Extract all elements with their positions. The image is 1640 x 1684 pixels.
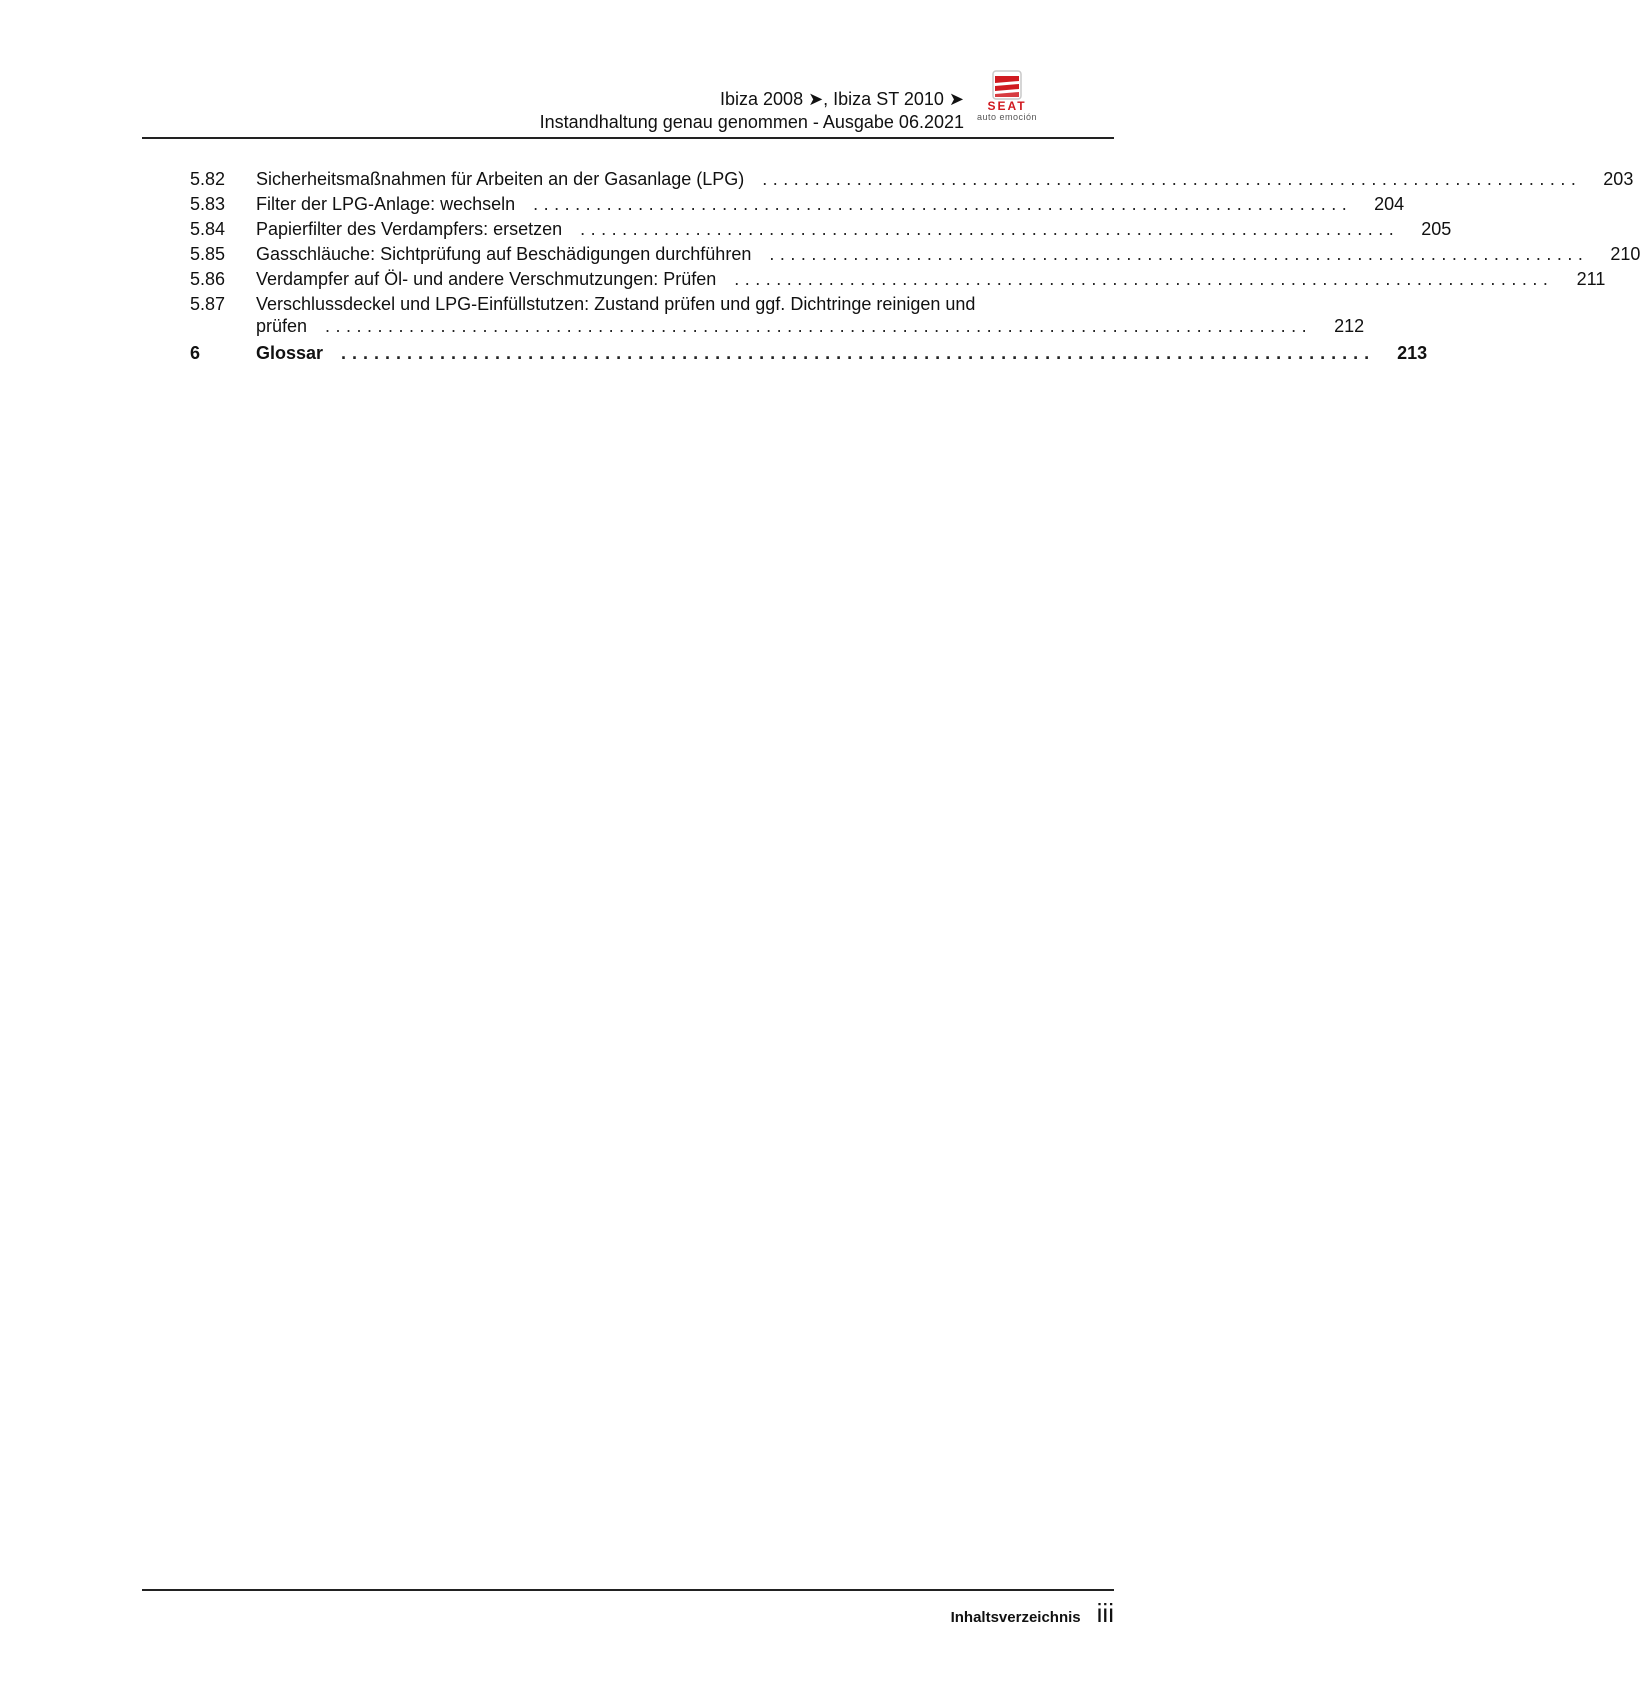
- header-edition-line: Instandhaltung genau genommen - Ausgabe 06.2021: [539, 112, 964, 132]
- toc-chapter-entry[interactable]: [190, 341, 1428, 366]
- toc-entry[interactable]: [190, 167, 1634, 192]
- toc-leader-dots: ..............................................................................: [734, 269, 1554, 289]
- header-model-line: Ibiza 2008 ➤, Ibiza ST 2010 ➤: [720, 89, 964, 109]
- toc-leader-dots: ..............................................................................: [762, 169, 1582, 189]
- toc-entry-number: 5.86: [190, 269, 226, 289]
- table-of-contents: [190, 167, 1640, 366]
- toc-entry-number: 5.84: [190, 219, 226, 239]
- footer-divider: [142, 1589, 1114, 1591]
- toc-entry-number: 5.85: [190, 244, 226, 264]
- footer-section-label: Inhaltsverzeichnis: [950, 1609, 1081, 1626]
- toc-leader-dots: ..............................................................................: [769, 244, 1589, 264]
- toc-entry-number: 5.87: [190, 294, 226, 314]
- toc-entry-title: Filter der LPG-Anlage: wechseln: [256, 194, 516, 214]
- toc-entry-page: 211: [1576, 269, 1606, 289]
- footer-page-number: iii: [1096, 1598, 1114, 1628]
- toc-entry[interactable]: [190, 217, 1452, 242]
- toc-entry-page: 205: [1421, 219, 1452, 239]
- toc-entry-title-line1: Verschlussdeckel und LPG-Einfüllstutzen: Zustand prüfen und ggf. Dichtringe reinigen und: [256, 294, 976, 314]
- seat-logo: [972, 70, 1042, 130]
- toc-entry-title: Papierfilter des Verdampfers: ersetzen: [256, 219, 563, 239]
- toc-entry[interactable]: [190, 267, 1606, 292]
- toc-entry-number: 5.82: [190, 169, 226, 189]
- toc-leader-dots: ..............................................................................: [533, 194, 1353, 214]
- toc-entry-page: 210: [1610, 244, 1640, 264]
- toc-chapter-page: 213: [1397, 343, 1428, 363]
- logo-tagline: auto emoción: [976, 112, 1038, 122]
- toc-entry-title-line2: prüfen: [256, 316, 308, 336]
- toc-entry-title: Verdampfer auf Öl- und andere Verschmutzungen: Prüfen: [256, 269, 717, 289]
- page-footer: [951, 1598, 1114, 1629]
- toc-chapter-number: 6: [190, 343, 201, 363]
- toc-entry-page: 203: [1603, 169, 1634, 189]
- logo-wordmark: SEAT: [987, 99, 1027, 113]
- toc-entry[interactable]: [190, 242, 1640, 267]
- toc-entry-number: 5.83: [190, 194, 226, 214]
- toc-chapter-title: Glossar: [256, 343, 324, 363]
- seat-emblem-icon: [990, 70, 1024, 100]
- header-divider: [142, 137, 1114, 139]
- page-header: [142, 88, 1042, 134]
- toc-entry-title: Sicherheitsmaßnahmen für Arbeiten an der Gasanlage (LPG): [256, 169, 745, 189]
- toc-leader-dots: ..............................................................................: [580, 219, 1400, 239]
- toc-entry-page: 204: [1374, 194, 1405, 214]
- toc-leader-dots: ..............................................................................................: [325, 316, 1313, 336]
- toc-entry-title: Gasschläuche: Sichtprüfung auf Beschädigungen durchführen: [256, 244, 752, 264]
- toc-entry[interactable]: [190, 292, 1365, 336]
- toc-leader-dots: ..............................................................................................: [341, 343, 1376, 363]
- toc-entry[interactable]: [190, 192, 1405, 217]
- toc-entry-page: 212: [1334, 316, 1365, 336]
